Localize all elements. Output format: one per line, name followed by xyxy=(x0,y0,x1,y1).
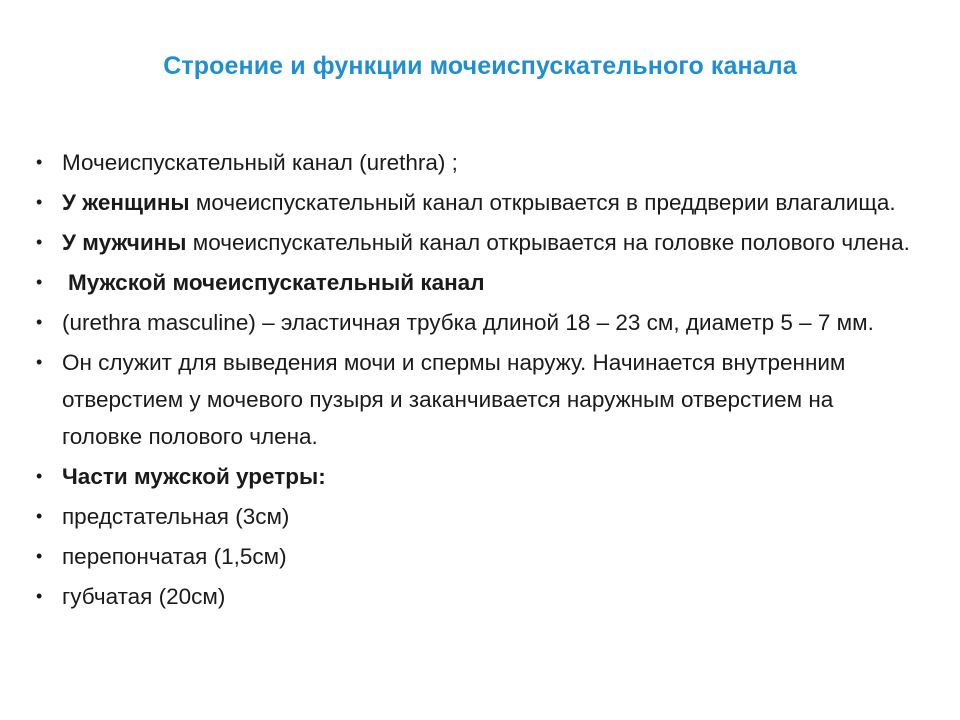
bullet-item xyxy=(36,224,916,261)
bullet-text: мочеиспускательный канал открывается на головке полового члена. xyxy=(186,230,910,255)
bullet-item xyxy=(36,304,916,341)
bullet-dot-icon: • xyxy=(36,152,43,172)
bullet-bold-text: Части мужской уретры: xyxy=(62,464,326,489)
bullet-dot-icon: • xyxy=(36,272,43,292)
bullet-text: предстательная (3см) xyxy=(62,504,290,529)
bullet-item xyxy=(36,538,916,575)
slide-title: Строение и функции мочеиспускательного канала xyxy=(163,52,797,80)
bullet-item xyxy=(36,458,916,495)
bullet-bold-text: У мужчины xyxy=(62,230,187,255)
bullet-bold-text: У женщины xyxy=(62,190,190,215)
bullet-text: перепончатая (1,5см) xyxy=(62,544,287,569)
bullet-item xyxy=(36,264,916,301)
bullet-text: губчатая (20см) xyxy=(62,584,226,609)
bullet-text: (urethra masculine) – эластичная трубка длиной 18 – 23 см, диаметр 5 – 7 мм. xyxy=(62,310,874,335)
bullet-dot-icon: • xyxy=(36,312,43,332)
bullet-item xyxy=(36,184,916,221)
bullet-item xyxy=(36,498,916,535)
bullet-dot-icon: • xyxy=(36,466,43,486)
bullet-text: Мочеиспускательный канал (urethra) ; xyxy=(62,150,458,175)
bullet-dot-icon: • xyxy=(36,546,43,566)
bullet-dot-icon: • xyxy=(36,506,43,526)
bullet-item xyxy=(36,578,916,615)
bullet-dot-icon: • xyxy=(36,586,43,606)
bullet-list xyxy=(36,144,916,618)
bullet-bold-text: Мужской мочеиспускательный канал xyxy=(68,270,485,295)
bullet-item xyxy=(36,344,916,455)
bullet-text: мочеиспускательный канал открывается в преддверии влагалища. xyxy=(189,190,896,215)
bullet-item xyxy=(36,144,916,181)
bullet-dot-icon: • xyxy=(36,192,43,212)
bullet-text: Он служит для выведения мочи и спермы наружу. Начинается внутренним отверстием у мочевого пузыря и заканчивается наружным отверстием на головке полового члена. xyxy=(62,350,846,449)
bullet-dot-icon: • xyxy=(36,352,43,372)
bullet-dot-icon: • xyxy=(36,232,43,252)
